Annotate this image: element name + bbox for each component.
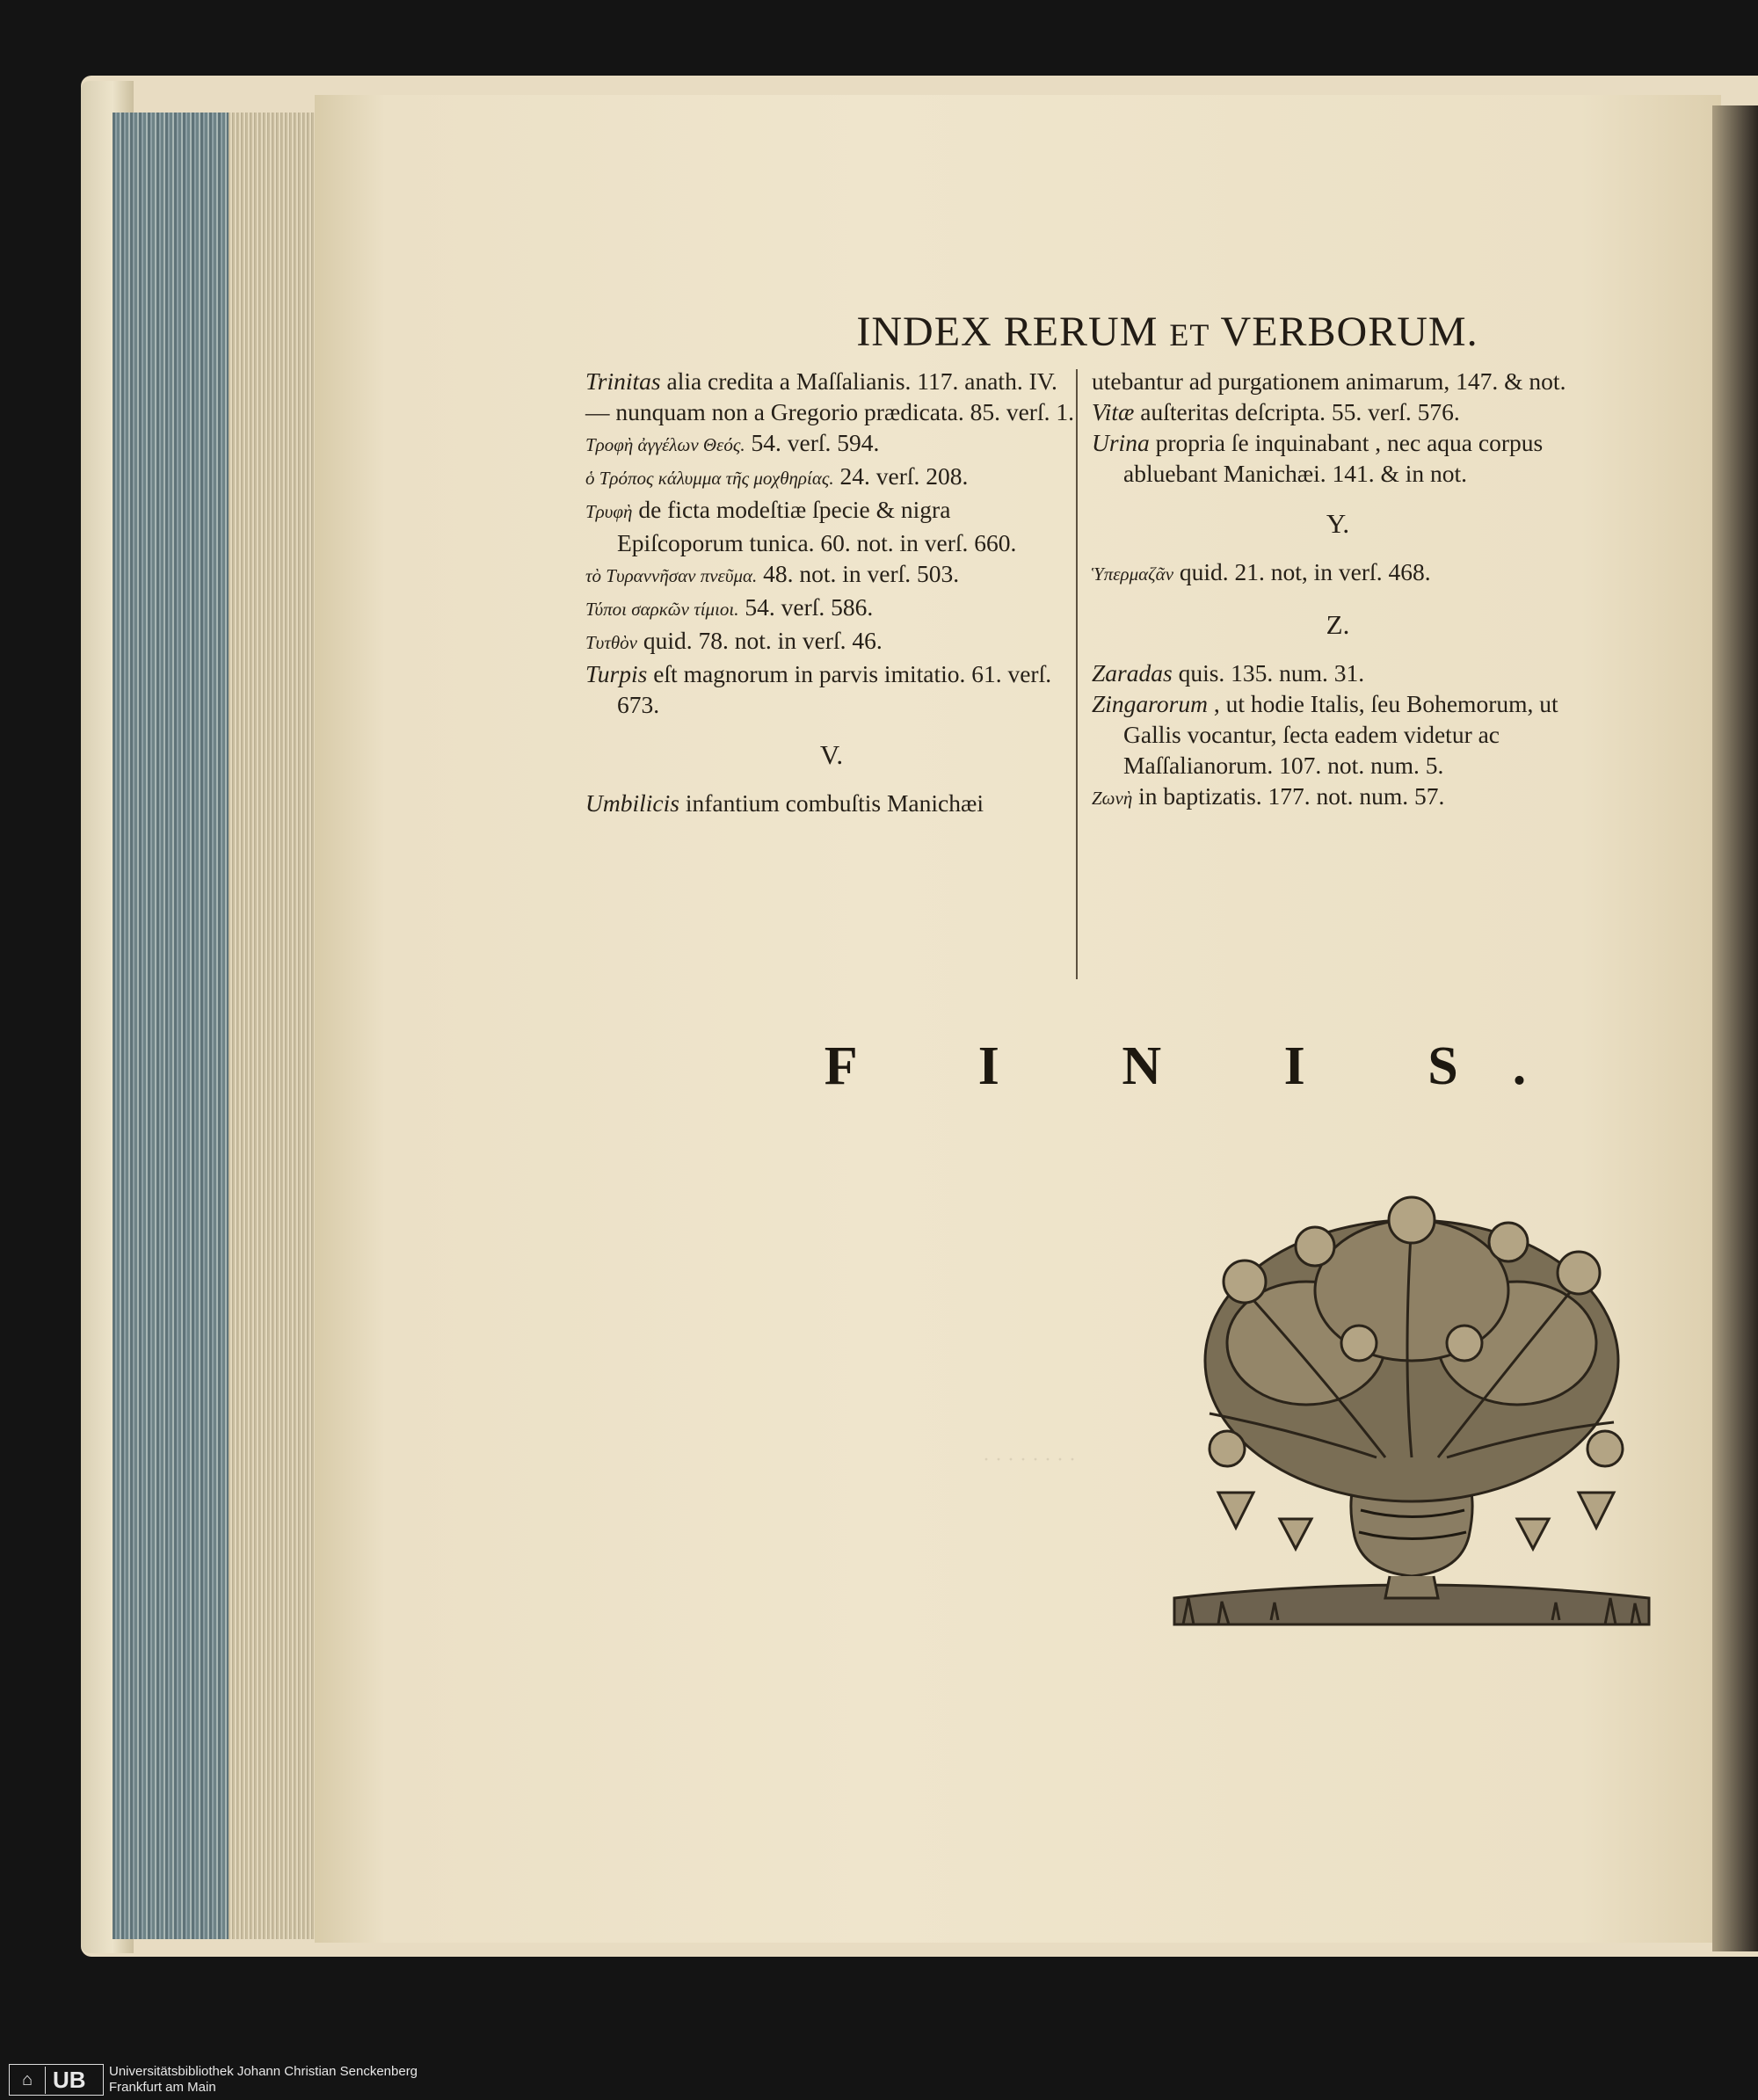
- index-column-right: [1092, 366, 1584, 814]
- entry-headword: Vitæ: [1092, 398, 1135, 425]
- entry-text: de ficta modeſtiæ ſpecie & nigra Epiſcoporum tunica. 60. not. in verſ. 660.: [617, 496, 1017, 556]
- section-letter: Y.: [1326, 508, 1350, 539]
- library-name-line1: Universitätsbibliothek Johann Christian Senckenberg: [109, 2064, 418, 2079]
- index-column-left: [585, 366, 1078, 818]
- entry-headword: —: [585, 398, 610, 425]
- book-page: [315, 95, 1721, 1943]
- index-entry: [585, 592, 1078, 625]
- vignette-foliage: [1205, 1220, 1618, 1501]
- entry-headword: Τροφὴ ἀγγέλων Θεός.: [585, 434, 745, 455]
- entry-text: , ut hodie Italis, ſeu Bohemorum, ut Gallis vocantur, ſecta eadem videtur ac Maſſalianorum. 107. not. num. 5.: [1123, 690, 1558, 779]
- entry-headword: Τρυφὴ: [585, 501, 633, 522]
- entry-text: propria ſe inquinabant , nec aqua corpus abluebant Manichæi. 141. & in not.: [1123, 429, 1544, 487]
- entry-headword: Umbilicis: [585, 789, 679, 817]
- library-footer: [0, 2059, 1758, 2100]
- entry-text: quis. 135. num. 31.: [1172, 659, 1365, 687]
- index-entry: [585, 788, 1078, 818]
- entry-headword: τὸ Τυραννῆσαν πνεῦμα.: [585, 565, 758, 586]
- column-divider: [1076, 369, 1078, 979]
- index-entry: [585, 558, 1078, 592]
- entry-headword: Trinitas: [585, 367, 661, 395]
- bleedthrough-text: · · · · · · · ·: [983, 1449, 1076, 1471]
- entry-headword: Ζωνὴ: [1092, 788, 1133, 809]
- entry-text: alia credita a Maſſalianis. 117. anath. IV.: [660, 367, 1057, 395]
- index-entry: [585, 625, 1078, 658]
- header-part3: VERBORUM.: [1220, 309, 1478, 355]
- building-icon: ⌂: [21, 2069, 33, 2089]
- entry-text: nunquam non a Gregorio prædicata. 85. verſ. 1.: [609, 398, 1074, 425]
- index-entry: [1092, 658, 1584, 688]
- entry-text: quid. 21. not, in verſ. 468.: [1173, 558, 1431, 585]
- entry-headword: Urina: [1092, 429, 1150, 456]
- entry-headword: Τύποι σαρκῶν τίμιοι.: [585, 599, 739, 620]
- entry-headword: Ὑπερμαζᾶν: [1092, 563, 1174, 585]
- entry-text: 54. verſ. 586.: [738, 593, 874, 621]
- entry-headword: Zaradas: [1092, 659, 1173, 687]
- index-entry: [585, 461, 1078, 494]
- index-entry: [585, 427, 1078, 461]
- index-entry: [585, 366, 1078, 396]
- entry-headword: Turpis: [585, 660, 648, 687]
- entry-text: 24. verſ. 208.: [833, 462, 969, 490]
- entry-text: in baptizatis. 177. not. num. 57.: [1132, 782, 1445, 810]
- index-entry: [1092, 427, 1584, 489]
- finis-heading: F I N I S.: [824, 1036, 1581, 1096]
- ub-logo-text: UB: [45, 2067, 86, 2094]
- entry-headword: Zingarorum: [1092, 690, 1208, 717]
- entry-headword: Τυτθὸν: [585, 632, 637, 653]
- section-letter: V.: [819, 739, 844, 770]
- index-entry: [585, 658, 1078, 720]
- entry-text: 48. not. in verſ. 503.: [757, 560, 960, 587]
- page-block-edge-light: [229, 113, 315, 1939]
- header-part1: INDEX RERUM: [856, 309, 1159, 355]
- entry-text: utebantur ad purgationem animarum, 147. & not.: [1092, 367, 1566, 395]
- index-entry: [1092, 556, 1584, 590]
- index-entry: [1092, 396, 1584, 427]
- entry-text: quid. 78. not. in verſ. 46.: [636, 627, 883, 654]
- index-entry: [1092, 688, 1584, 781]
- section-letter: Z.: [1326, 609, 1350, 640]
- running-header: [745, 308, 1589, 356]
- header-part2: ET: [1169, 317, 1210, 352]
- flower-vase-vignette: [1166, 1185, 1658, 1660]
- index-entry: [585, 494, 1078, 558]
- entry-text: infantium combuſtis Manichæi: [679, 789, 984, 817]
- entry-text: eſt magnorum in parvis imitatio. 61. verſ. 673.: [617, 660, 1052, 718]
- entry-text: auſteritas deſcripta. 55. verſ. 576.: [1134, 398, 1460, 425]
- library-name-line2: Frankfurt am Main: [109, 2080, 216, 2095]
- index-entry: [1092, 781, 1584, 814]
- entry-text: 54. verſ. 594.: [745, 429, 880, 456]
- entry-headword: ὁ Τρόπος κάλυμμα τῆς μοχθηρίας.: [585, 468, 834, 489]
- index-entry: [1092, 366, 1584, 396]
- next-page-edge: [1712, 105, 1758, 1951]
- index-entry: [585, 396, 1078, 427]
- library-name: [109, 2064, 418, 2096]
- ub-logo: [9, 2064, 104, 2096]
